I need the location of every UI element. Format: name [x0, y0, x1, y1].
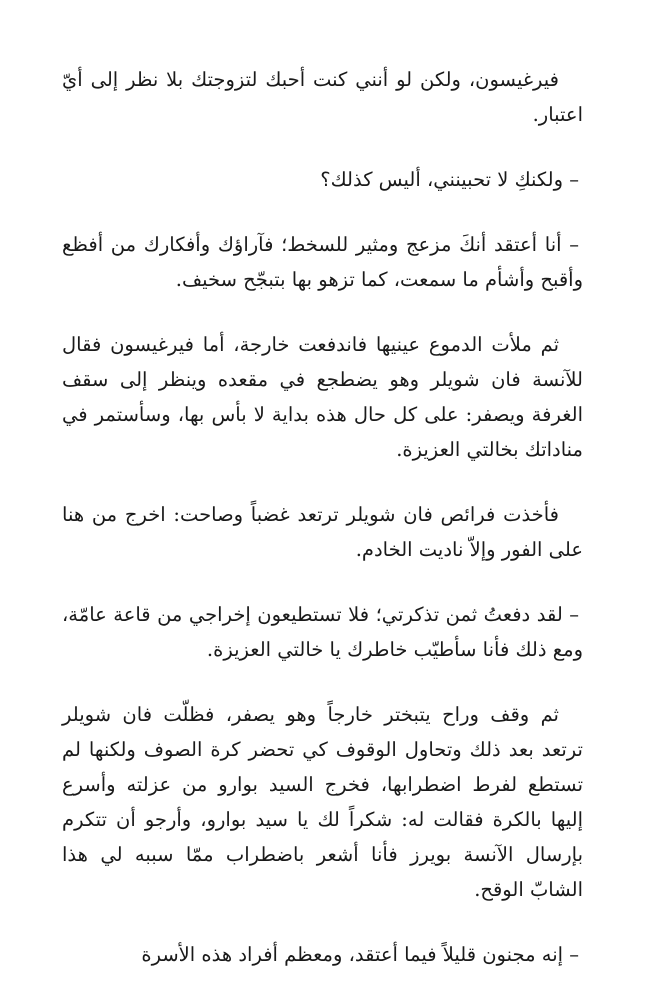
- narrative-paragraph-1: ثم ملأت الدموع عينيها فاندفعت خارجة، أما فيرغيسون فقال للآنسة فان شويلر وهو يضطجع في مقعده وينظر إلى سقف الغرفة ويصفر: على كل حال هذه بداية لا بأس بها، وسأستمر في مناداتك بخالتي العزيزة.: [62, 333, 583, 461]
- dialogue-line-4: – إنه مجنون قليلاً فيما أعتقد، ومعظم أفراد هذه الأسرة: [141, 943, 579, 966]
- narrative-paragraph-2: فأخذت فرائص فان شويلر ترتعد غضباً وصاحت: اخرج من هنا على الفور وإلاّ ناديت الخادم.: [62, 503, 583, 561]
- dialogue-line-1: – ولكنكِ لا تحبينني، أليس كذلك؟: [320, 168, 579, 191]
- narrative-paragraph-3: ثم وقف وراح يتبختر خارجاً وهو يصفر، فظلّت فان شويلر ترتعد بعد ذلك وتحاول الوقوف كي تحضر كرة الصوف ولكنها لم تستطع لفرط اضطرابها، فخرج السيد بوارو من عزلته وأسرع إليها بالكرة فقالت له: شكراً لك يا سيد بوارو، وأرجو أن تتكرم بإرسال الآنسة بويرز فأنا أشعر باضطراب ممّا سببه لي هذا الشابّ الوقح.: [62, 703, 583, 901]
- paragraph-continuation: فيرغيسون، ولكن لو أنني كنت أحبك لتزوجتك بلا نظر إلى أيّ اعتبار.: [62, 68, 583, 126]
- dialogue-line-3: – لقد دفعتُ ثمن تذكرتي؛ فلا تستطيعون إخراجي من قاعة عامّة، ومع ذلك فأنا سأطيّب خاطرك يا خالتي العزيزة.: [62, 603, 583, 661]
- dialogue-line-2: – أنا أعتقد أنكَ مزعج ومثير للسخط؛ فآراؤك وأفكارك من أفظع وأقبح وأشأم ما سمعت، كما تزهو بها بتبجّح سخيف.: [62, 233, 583, 291]
